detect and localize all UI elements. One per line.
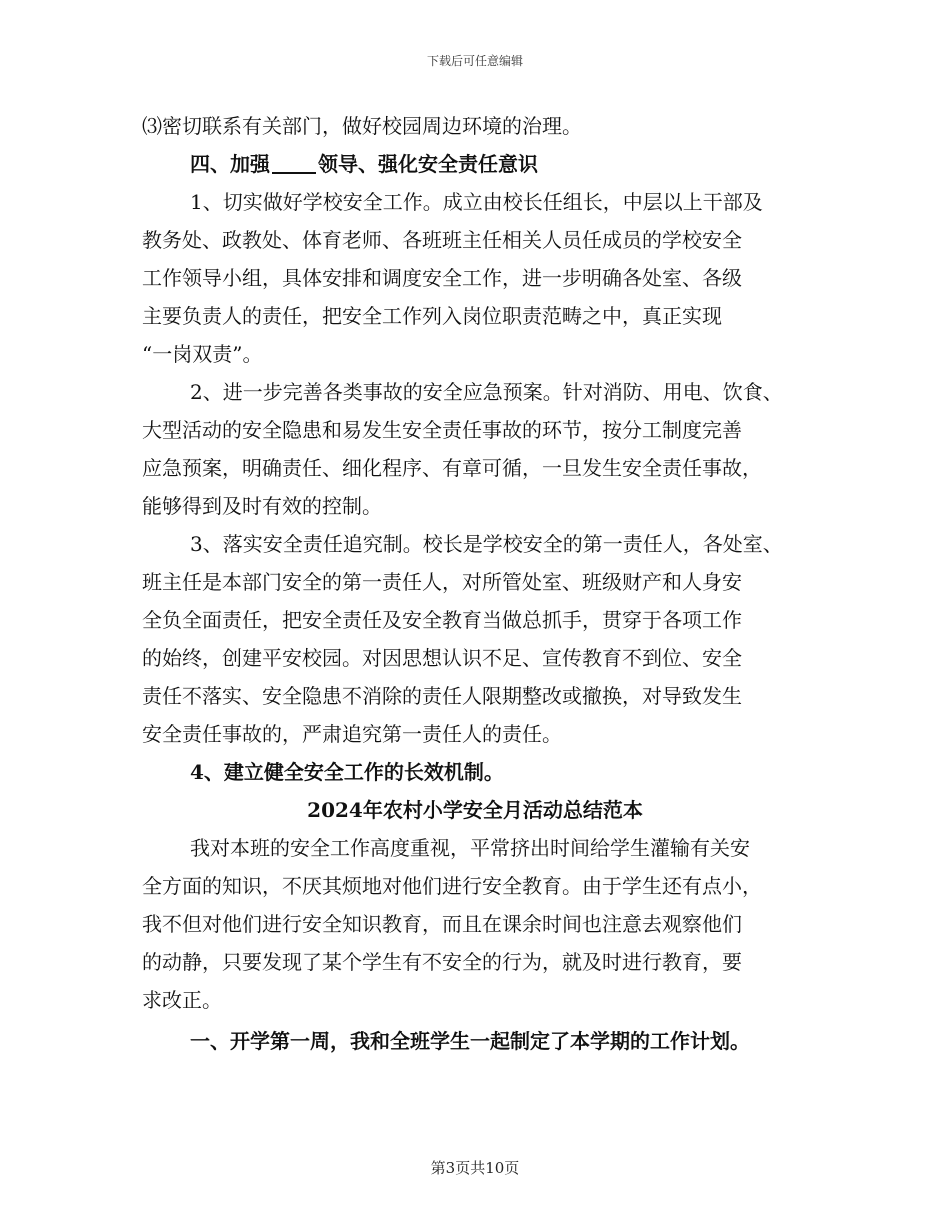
paragraph-line: 1、切实做好学校安全工作。成立由校长任组长，中层以上干部及	[190, 190, 763, 214]
paragraph-line: 2、进一步完善各类事故的安全应急预案。针对消防、用电、饮食、	[190, 380, 783, 404]
paragraph-line: 主要负责人的责任，把安全工作列入岗位职责范畴之中，真正实现	[142, 304, 722, 328]
paragraph-line: 责任不落实、安全隐患不消除的责任人限期整改或撤换，对导致发生	[142, 684, 742, 708]
paragraph-line: 3、落实安全责任追究制。校长是学校安全的第一责任人，各处室、	[190, 532, 783, 556]
section-heading-1: 一、开学第一周，我和全班学生一起制定了本学期的工作计划。	[190, 1029, 750, 1053]
paragraph-line: 能够得到及时有效的控制。	[142, 494, 382, 518]
paragraph-line: “一岗双责”。	[142, 342, 263, 366]
paragraph-line: 大型活动的安全隐患和易发生安全责任事故的环节，按分工制度完善	[142, 418, 742, 442]
numbered-heading: 4、建立健全安全工作的长效机制。	[190, 760, 504, 784]
paragraph-line: 教务处、政教处、体育老师、各班班主任相关人员任成员的学校安全	[142, 228, 742, 252]
paragraph-line: ⑶密切联系有关部门，做好校园周边环境的治理。	[142, 114, 582, 138]
paragraph-line: 全方面的知识，不厌其烦地对他们进行安全教育。由于学生还有点小，	[142, 874, 762, 898]
paragraph-line: 我对本班的安全工作高度重视，平常挤出时间给学生灌输有关安	[190, 836, 750, 860]
paragraph-line: 安全责任事故的，严肃追究第一责任人的责任。	[142, 722, 562, 746]
paragraph-line: 全负全面责任，把安全责任及安全教育当做总抓手，贯穿于各项工作	[142, 608, 742, 632]
paragraph-line: 求改正。	[142, 988, 222, 1012]
paragraph-line: 工作领导小组，具体安排和调度安全工作，进一步明确各处室、各级	[142, 266, 742, 290]
page-header: 下载后可任意编辑	[426, 54, 523, 68]
paragraph-line: 的始终，创建平安校园。对因思想认识不足、宣传教育不到位、安全	[142, 646, 742, 670]
paragraph-line: 应急预案，明确责任、细化程序、有章可循，一旦发生安全责任事故，	[142, 456, 762, 480]
paragraph-line: 的动静，只要发现了某个学生有不安全的行为，就及时进行教育，要	[142, 950, 742, 974]
page-number: 第3页共10页	[430, 1159, 520, 1177]
section-heading-4	[190, 150, 538, 178]
paragraph-line: 班主任是本部门安全的第一责任人，对所管处室、班级财产和人身安	[142, 570, 742, 594]
article-title: 2024年农村小学安全月活动总结范本	[307, 798, 643, 822]
heading-text-start: 四、加强	[190, 152, 270, 176]
heading-text-end: 领导、强化安全责任意识	[318, 152, 538, 176]
fill-in-blank	[272, 152, 316, 174]
paragraph-line: 我不但对他们进行安全知识教育，而且在课余时间也注意去观察他们	[142, 912, 742, 936]
